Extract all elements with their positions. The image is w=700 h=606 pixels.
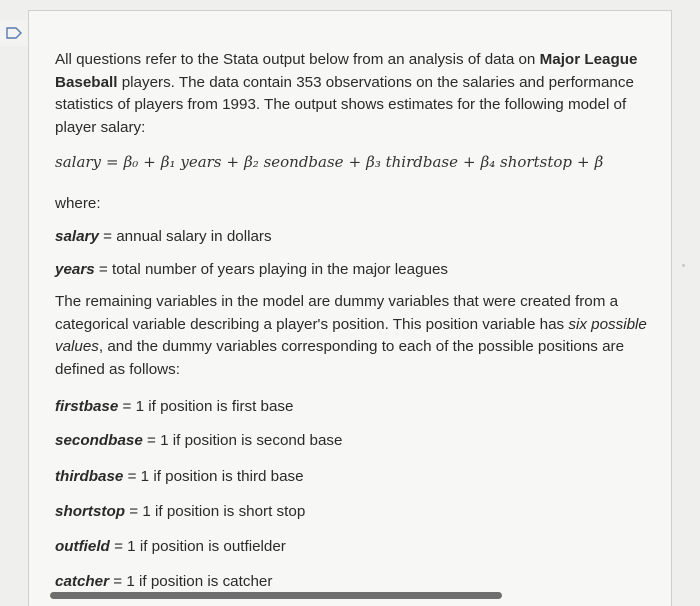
collapse-tab[interactable] [0,20,29,46]
secondbase-definition: secondbase = 1 if position is second base [55,432,343,449]
salary-definition: salary = annual salary in dollars [55,228,272,245]
model-equation: salary = β₀ + β₁ years + β₂ seondbase + β₃ thirdbase + β₄ shortstop + β [55,153,604,171]
years-definition: years = total number of years playing in the major leagues [55,261,449,278]
intro-bold-mlb: Major League Baseball [55,51,638,91]
shortstop-definition: shortstop = 1 if position is short stop [55,503,306,520]
firstbase-definition: firstbase = 1 if position is first base [55,398,294,415]
tag-icon [6,27,22,39]
intro-paragraph: All questions refer to the Stata output below from an analysis of data on Major League Baseball players. The data contain 353 observations on the salaries and performance statistics of players from 1993. The output shows estimates for the following model of player salary: [55,51,638,136]
catcher-definition: catcher = 1 if position is catcher [55,573,273,590]
horizontal-scrollbar[interactable] [50,592,502,599]
remaining-paragraph: The remaining variables in the model are dummy variables that were created from a categorical variable describing a player's position. This position variable has six possible values, and the dummy variables corresponding to each of the possible positions are defined as follows: [55,293,647,378]
question-card [28,10,672,606]
where-label: where: [55,195,101,212]
thirdbase-definition: thirdbase = 1 if position is third base [55,468,304,485]
outfield-definition: outfield = 1 if position is outfielder [55,538,286,555]
stray-dot [682,264,685,267]
